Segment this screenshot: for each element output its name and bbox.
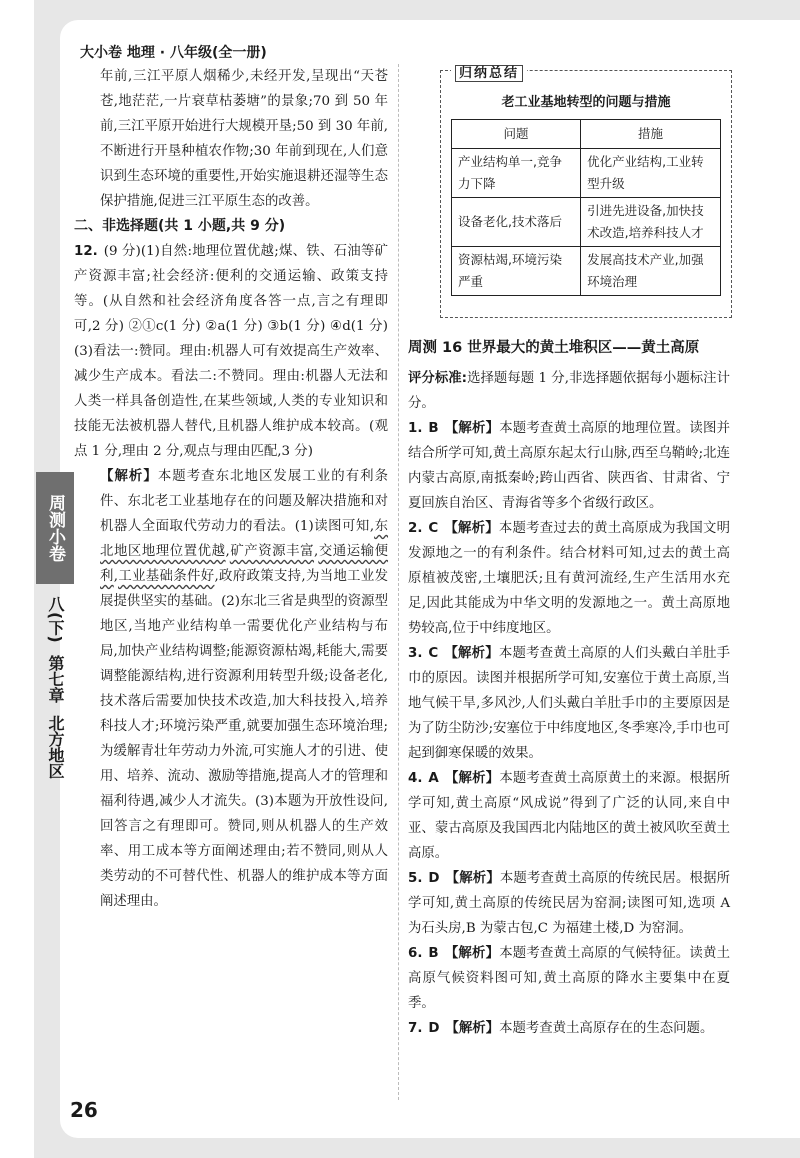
analysis-tag: 【解析】 [445, 1021, 500, 1036]
answer-analysis: 本题考查黄土高原黄土的来源。根据所学可知,黄土高原“风成说”得到了广泛的认同,来自中亚、蒙古高原及我国西北内陆地区的黄土被风吹至黄土高原。 [408, 771, 731, 861]
answer-choice: C [428, 521, 439, 536]
analysis-text-b: ,政府政策支持,为当地工业发展提供坚实的基础。(2)东北三省是典型的资源型地区,当地产业结构单一需要优化产业结构与布局,加快产业结构调整;能源资源枯竭,耗能大,需要调整能源结构,进行资源利用转型升级;设备老化,技术落后需要加快技术改造,加大科技投入,培养科技人才;环境污染严重,就要加强生态环境治理;为缓解青壮年劳动力外流,可实施人才的引进、使用、培养、流动、激励等措施,提高人才的管理和福利待遇,减少人才流失。(3)本题为开放性设问,回答言之有理即可。赞同,则从机器人的生产效率、用工成本等方面阐述理由;若不赞同,则从人类劳动的不可替代性、机器人的维护成本等方面阐述理由。 [100, 569, 389, 909]
table-row [452, 198, 721, 247]
running-header: 大小卷 地理 · 八年级(全一册) [80, 45, 267, 61]
answer-choice: A [428, 771, 439, 786]
question-12 [74, 239, 388, 464]
left-column [74, 64, 388, 914]
section-heading-nonchoice: 二、非选择题(共 1 小题,共 9 分) [74, 218, 286, 234]
page-number: 26 [70, 1098, 98, 1122]
side-region: 北方地区 [46, 714, 65, 779]
table-row [452, 247, 721, 296]
analysis-tag: 【解析】 [445, 871, 500, 886]
answer-choice: D [428, 871, 440, 886]
column-divider [398, 64, 399, 1100]
answer-list [408, 416, 730, 1041]
answer-choice: B [428, 946, 439, 961]
answer-item [408, 766, 730, 866]
analysis-tag: 【解析】 [444, 521, 499, 536]
analysis-tag: 【解析】 [444, 421, 500, 436]
table-cell: 产业结构单一,竞争力下降 [452, 149, 581, 198]
answer-number: 4. [408, 771, 423, 786]
analysis-tag: 【解析】 [444, 646, 499, 661]
scoring-criteria [408, 366, 730, 416]
answer-number: 1. [408, 421, 423, 436]
answer-item [408, 866, 730, 941]
table-cell: 设备老化,技术落后 [452, 198, 581, 247]
side-tab-label: 周测小卷 [45, 494, 65, 562]
paragraph-sanjiang: 年前,三江平原人烟稀少,未经开发,呈现出“天苍苍,地茫茫,一片衰草枯萎塘”的景象;70 到 50 年前,三江平原开始进行大规模开垦;50 到 30 年前,不断进行开垦种植农作物;30 年前到现在,人们意识到生态环境的重要性,开始实施退耕还湿等生态保护措施,促进三江平原生态的改善。 [100, 69, 388, 209]
answer-analysis: 本题考查黄土高原的传统民居。根据所学可知,黄土高原的传统民居为窑洞;读图可知,选项 A 为石头房,B 为蒙古包,C 为福建土楼,D 为窑洞。 [408, 871, 731, 936]
analysis-tag: 【解析】 [444, 771, 500, 786]
table-cell: 引进先进设备,加快技术改造,培养科技人才 [581, 198, 721, 247]
answer-number: 7. [408, 1021, 423, 1036]
answer-number: 6. [408, 946, 423, 961]
side-tab [36, 472, 74, 584]
question-12-answer: (9 分)(1)自然:地理位置优越;煤、铁、石油等矿产资源丰富;社会经济:便利的交通运输、政策支持等。(从自然和社会经济角度各答一点,言之有理即可,2 分) ②①c(1 分) ②a(1 分) ③b(1 分) ④d(1 分) (3)看法一:赞同。理由:机器人可有效提高生产效率、减少生产成本。看法二:不赞同。理由:机器人无法和人类一样具备创造性,在某些领域,人类的专业知识和技能无法被机器人替代,且机器人维护成本较高。(观点 1 分,理由 2 分,观点与理由匹配,3 分) [74, 244, 388, 459]
table-cell: 优化产业结构,工业转型升级 [581, 149, 721, 198]
wavy-underline-transport: 交通运输便利 [100, 544, 389, 584]
answer-analysis: 本题考查黄土高原的气候特征。读黄土高原气候资料图可知,黄土高原的降水主要集中在夏季。 [408, 946, 731, 1011]
answer-analysis: 本题考查黄土高原存在的生态问题。 [499, 1021, 714, 1036]
wavy-underline-resources: 矿产资源丰富 [229, 544, 315, 559]
summary-box [440, 66, 732, 318]
section-title-weekly-test-16: 周测 16 世界最大的黄土堆积区——黄土高原 [408, 340, 700, 356]
table-cell: 资源枯竭,环境污染严重 [452, 247, 581, 296]
table-row [452, 149, 721, 198]
analysis-tag: 【解析】 [444, 946, 500, 961]
analysis-text-a: 本题考查东北地区发展工业的有利条件、东北老工业基地存在的问题及解决措施和对机器人全面取代劳动力的看法。(1)读图可知, [100, 469, 388, 534]
answer-item [408, 941, 730, 1016]
question-number: 12. [74, 244, 98, 259]
side-chapter: 第七章 [46, 654, 65, 703]
answer-analysis: 本题考查过去的黄土高原成为我国文明发源地之一的有利条件。结合材料可知,过去的黄土高原植被茂密,土壤肥沃;且有黄河流经,生产生活用水充足,因此其能成为中华文明的发源地之一。黄土高原地势较高,位于中纬度地区。 [408, 521, 731, 636]
criteria-text: 选择题每题 1 分,非选择题依据每小题标注计分。 [408, 371, 730, 411]
analysis-sep: , [314, 544, 319, 559]
side-chapter-text [40, 596, 70, 791]
answer-item [408, 416, 730, 516]
analysis-sep: , [113, 569, 118, 584]
side-grade: 八(下) [46, 596, 65, 643]
answer-item [408, 1016, 730, 1041]
answer-analysis: 本题考查黄土高原的人们头戴白羊肚手巾的原因。读图并根据所学可知,安塞位于黄土高原,当地气候干旱,多风沙,人们头戴白羊肚手巾的主要原因是为了防尘防沙;安塞位于中纬度地区,冬季寒冷,手巾也可起到御寒保暖的效果。 [408, 646, 731, 761]
answer-item [408, 516, 730, 641]
answer-choice: B [428, 421, 439, 436]
answer-choice: C [428, 646, 439, 661]
summary-label-text: 归纳总结 [455, 65, 523, 82]
summary-label [451, 62, 527, 81]
table-cell: 发展高技术产业,加强环境治理 [581, 247, 721, 296]
table-header-row [452, 120, 721, 149]
question-12-analysis [74, 464, 388, 914]
summary-table-title: 老工业基地转型的问题与措施 [501, 95, 671, 110]
right-column [408, 366, 730, 1041]
table-header-cell: 措施 [581, 120, 721, 149]
summary-table [451, 119, 721, 296]
criteria-tag: 评分标准: [408, 371, 468, 386]
wavy-underline-location: 东北地区地理位置优越 [100, 519, 389, 559]
table-header-cell: 问题 [452, 120, 581, 149]
answer-item [408, 641, 730, 766]
wavy-underline-industry: 工业基础条件好 [118, 569, 215, 584]
analysis-tag: 【解析】 [100, 469, 158, 484]
analysis-sep: , [225, 544, 230, 559]
answer-choice: D [428, 1021, 440, 1036]
answer-number: 5. [408, 871, 423, 886]
answer-number: 3. [408, 646, 423, 661]
answer-analysis: 本题考查黄土高原的地理位置。读图并结合所学可知,黄土高原东起太行山脉,西至乌鞘岭;北连内蒙古高原,南抵秦岭;跨山西省、陕西省、甘肃省、宁夏回族自治区、青海省等多个省级行政区。 [408, 421, 731, 511]
answer-number: 2. [408, 521, 423, 536]
